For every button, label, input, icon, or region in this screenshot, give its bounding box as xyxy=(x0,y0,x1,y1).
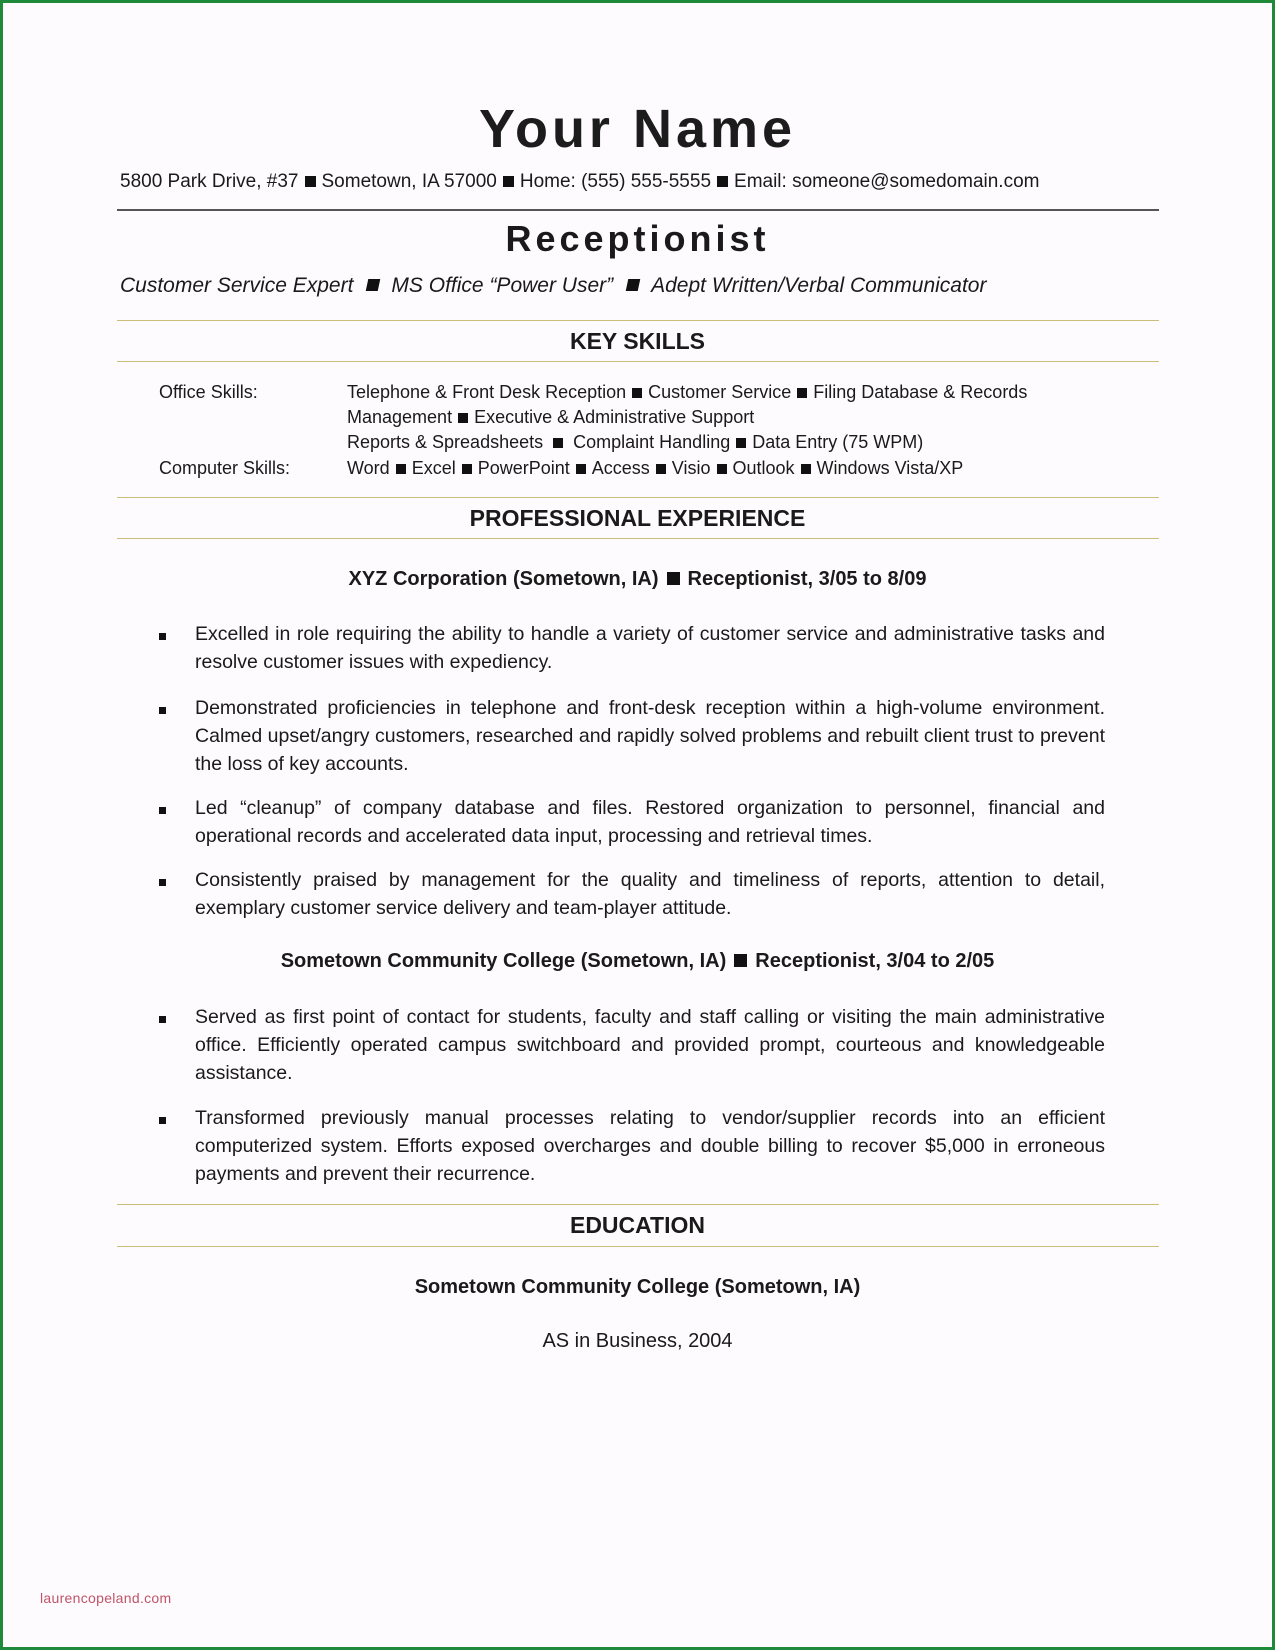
contact-phone: Home: (555) 555-5555 xyxy=(519,171,712,192)
square-bullet-icon xyxy=(717,464,727,474)
square-bullet-icon xyxy=(396,464,406,474)
square-bullet-icon xyxy=(632,388,642,398)
skill-item: Customer Service xyxy=(648,382,792,402)
skill-item: Excel xyxy=(411,458,456,478)
square-bullet-icon xyxy=(734,954,747,967)
bullet-icon xyxy=(159,807,166,814)
computer-skills-line xyxy=(347,458,963,479)
tagline-item: Customer Service Expert xyxy=(120,274,354,297)
education-degree: AS in Business, 2004 xyxy=(542,1330,733,1352)
office-skills-label: Office Skills: xyxy=(159,382,258,402)
watermark-text: laurencopeland.com xyxy=(40,1590,172,1606)
square-bullet-icon xyxy=(458,413,468,423)
square-bullet-icon xyxy=(736,438,746,448)
square-bullet-icon xyxy=(667,572,680,585)
contact-address: 5800 Park Drive, #37 xyxy=(120,171,299,192)
section-divider xyxy=(117,361,1159,362)
section-divider xyxy=(117,1204,1159,1205)
contact-email: Email: someone@somedomain.com xyxy=(734,171,1040,192)
job-role: Receptionist, 3/05 to 8/09 xyxy=(687,568,927,590)
skill-item: Access xyxy=(591,458,650,478)
education-heading: EDUCATION xyxy=(569,1212,705,1238)
contact-line xyxy=(120,171,1160,193)
job-bullet: Transformed previously manual processes relating to vendor/supplier records into an efficient computerized system. Efforts exposed overcharges and double billing to recover $5,000 in erroneous payments and prevent their recurrence. xyxy=(195,1107,1105,1185)
skill-item: PowerPoint xyxy=(477,458,570,478)
tagline-item: MS Office “Power User” xyxy=(391,274,614,297)
tagline-item: Adept Written/Verbal Communicator xyxy=(651,274,987,297)
header-divider xyxy=(117,209,1159,211)
job-heading xyxy=(0,950,1275,973)
skill-item: Telephone & Front Desk Reception xyxy=(347,382,627,402)
section-divider xyxy=(117,320,1159,321)
square-bullet-icon xyxy=(553,438,563,448)
square-bullet-icon xyxy=(462,464,472,474)
square-bullet-icon xyxy=(305,176,316,187)
square-bullet-icon xyxy=(626,279,641,291)
skill-item: Management xyxy=(347,407,453,427)
bullet-icon xyxy=(159,1117,166,1124)
bullet-icon xyxy=(159,633,166,640)
job-role: Receptionist, 3/04 to 2/05 xyxy=(755,950,995,972)
office-skills-line xyxy=(347,407,754,428)
skill-item: Word xyxy=(347,458,390,478)
bullet-icon xyxy=(159,707,166,714)
square-bullet-icon xyxy=(717,176,728,187)
square-bullet-icon xyxy=(797,388,807,398)
square-bullet-icon xyxy=(366,279,381,291)
company-name: XYZ Corporation (Sometown, IA) xyxy=(348,568,659,590)
square-bullet-icon xyxy=(503,176,514,187)
square-bullet-icon xyxy=(801,464,811,474)
section-divider xyxy=(117,538,1159,539)
skill-item: Visio xyxy=(671,458,711,478)
skill-item: Outlook xyxy=(732,458,795,478)
square-bullet-icon xyxy=(576,464,586,474)
key-skills-heading: KEY SKILLS xyxy=(569,328,706,354)
job-heading xyxy=(0,568,1275,591)
section-divider xyxy=(117,1246,1159,1247)
company-name: Sometown Community College (Sometown, IA) xyxy=(280,950,727,972)
job-bullet: Demonstrated proficiencies in telephone and front-desk reception within a high-volume environment. Calmed upset/angry customers, researched and rapidly solved problems and rebuilt client trust to prevent the loss of key accounts. xyxy=(195,697,1105,775)
section-divider xyxy=(117,497,1159,498)
office-skills-line xyxy=(347,382,1027,403)
skill-item: Reports & Spreadsheets xyxy=(347,432,544,452)
resume-name: Your Name xyxy=(478,99,797,159)
job-title: Receptionist xyxy=(505,218,770,259)
square-bullet-icon xyxy=(656,464,666,474)
bullet-icon xyxy=(159,879,166,886)
skill-item: Complaint Handling xyxy=(573,432,731,452)
tagline xyxy=(120,274,1160,298)
job-bullet: Led “cleanup” of company database and files. Restored organization to personnel, financial and operational records and accelerated data input, processing and retrieval times. xyxy=(195,797,1105,847)
skill-item: Data Entry (75 WPM) xyxy=(752,432,924,452)
contact-city: Sometown, IA 57000 xyxy=(321,171,497,192)
skill-item: Filing Database & Records xyxy=(813,382,1028,402)
experience-heading: PROFESSIONAL EXPERIENCE xyxy=(469,505,806,531)
job-bullet: Served as first point of contact for students, faculty and staff calling or visiting the main administrative office. Efficiently operated campus switchboard and provided prompt, courteous and knowledgeable assistance. xyxy=(195,1006,1105,1084)
education-school: Sometown Community College (Sometown, IA) xyxy=(414,1276,861,1298)
bullet-icon xyxy=(159,1016,166,1023)
job-bullet: Consistently praised by management for the quality and timeliness of reports, attention to detail, exemplary customer service delivery and team-player attitude. xyxy=(195,869,1105,919)
computer-skills-label: Computer Skills: xyxy=(159,458,291,478)
office-skills-line xyxy=(347,432,923,453)
job-bullet: Excelled in role requiring the ability to handle a variety of customer service and administrative tasks and resolve customer issues with expediency. xyxy=(195,623,1105,673)
skill-item: Executive & Administrative Support xyxy=(474,407,755,427)
skill-item: Windows Vista/XP xyxy=(816,458,964,478)
